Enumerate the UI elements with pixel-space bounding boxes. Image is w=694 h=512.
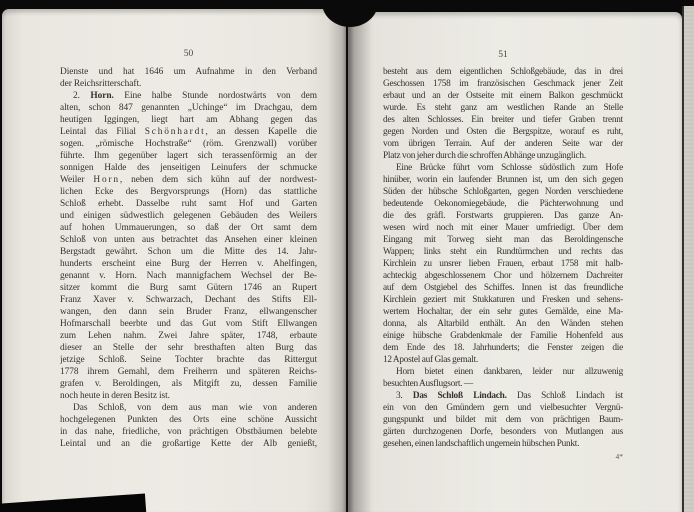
text-line — [60, 414, 317, 426]
text-line — [60, 330, 317, 342]
body-text: gungspunkt und bildet mit dem von prächtigen Baum- — [383, 415, 623, 425]
body-text: Das Schloß, von dem aus man wie von anderen — [73, 403, 317, 413]
body-text: alten, schon 847 genannten „Uchinge“ im Drachgau, dem — [60, 103, 317, 113]
body-text: , an dessen Kapelle die — [205, 127, 317, 137]
body-text: Franz Xaver v. Schwarzach, Dechant des Stifts Ell- — [60, 295, 317, 305]
heading-text: Das Schloß Lindach. — [412, 391, 507, 401]
body-text: wertem Hochaltar, der ein sehr gutes Gemälde, eine Ma- — [383, 307, 623, 317]
text-line — [60, 114, 317, 126]
text-line — [60, 234, 317, 246]
body-text: und einigen südwestlich gelegenen Gebäuden des Weilers — [60, 211, 317, 221]
text-line — [383, 318, 623, 330]
text-line — [383, 330, 623, 342]
body-text: Schloß von unten aus betrachtet das Ansehen einer kleinen — [60, 235, 317, 245]
text-line — [383, 270, 623, 282]
text-line — [383, 282, 623, 294]
body-text: sitzer kommt die Burg samt Gütern 1746 an Rupert — [60, 283, 317, 293]
text-line — [383, 114, 623, 126]
text-line — [60, 366, 317, 378]
body-text: auf dem Ostgiebel des Schiffes. Innen ist das freundliche — [383, 283, 623, 293]
body-text: 12 Apostel auf Glas gemalt. — [383, 355, 478, 365]
text-line — [383, 414, 623, 426]
text-line — [383, 210, 623, 222]
body-text: Platz von jeher durch die schroffen Abhänge unzugänglich. — [383, 151, 586, 161]
body-text: Hofmarschall beerbte und das Gut vom Stift Ellwangen — [60, 319, 317, 329]
book-fore-edge — [682, 6, 694, 512]
body-text: besuchten Ausflugsort. — — [383, 379, 473, 389]
body-text: einige hübsche Grabdenkmale der Familie Hohenfeld aus — [383, 331, 623, 341]
body-text: donna, als Altarbild enthält. An den Wänden stehen — [383, 319, 623, 329]
text-line — [383, 198, 623, 210]
body-text: Dienste und hat 1646 um Aufnahme in den Verband — [60, 67, 317, 77]
body-text: Eine Brücke führt vom Schlosse südöstlich zum Hofe — [396, 163, 623, 173]
text-line — [60, 66, 317, 78]
text-line — [60, 126, 317, 138]
body-text: 2. — [73, 91, 91, 101]
body-text: zum Lehen nahm. Zwei Jahre später, 1748, erbaute — [60, 331, 317, 341]
body-text: dem Ende des 18. Jahrhunderts; die Fenster zeigen die — [383, 343, 623, 353]
body-text: heutigen Iggingen, liegt hart am Abhang gegen das — [60, 115, 317, 125]
body-text: die des gräfl. Forstwarts gruppieren. Das ganze An- — [383, 211, 623, 221]
body-text: Das Schloß Lindach ist — [506, 391, 623, 401]
body-text: genannt v. Horn. Nach mannigfachem Wechsel der Be- — [60, 271, 317, 281]
text-line — [383, 222, 623, 234]
body-text: dieser an Stelle der sehr bresthaften alten Burg das — [60, 343, 317, 353]
body-text: Leintal das Filial — [60, 127, 145, 137]
text-line — [60, 282, 317, 294]
text-line — [383, 294, 623, 306]
body-text: grafen v. Beroldingen, als Mitgift zu, dessen Familie — [60, 379, 317, 389]
text-line — [383, 234, 623, 246]
body-text: noch heute in deren Besitz ist. — [60, 391, 170, 401]
text-line — [60, 78, 317, 90]
text-line — [60, 198, 317, 210]
page-number-right: 51 — [498, 50, 508, 60]
text-line — [383, 342, 623, 354]
text-line — [60, 222, 317, 234]
text-line — [60, 162, 317, 174]
text-block-left — [60, 66, 317, 450]
body-text: ein von den Gmündern gern und vielbesuchter Vergnü- — [383, 403, 623, 413]
text-line — [383, 126, 623, 138]
text-line — [60, 342, 317, 354]
signature-mark: 4* — [615, 452, 623, 461]
body-text: besteht aus dem eigentlichen Schloßgebäude, das in drei — [383, 67, 623, 77]
body-text: achteckig abgeschlossenem Chor und hölzernem Dachreiter — [383, 271, 623, 281]
text-line — [60, 378, 317, 390]
text-line — [383, 174, 623, 186]
body-text: lichen Ecke des Bergvorsprungs (Horn) das stattliche — [60, 187, 317, 197]
body-text: hunderts erscheint eine Burg der Herren v. Ahelfingen, — [60, 259, 317, 269]
text-line — [383, 102, 623, 114]
text-line — [60, 390, 317, 402]
body-text: wesen wird noch mit einer Mauer umfriedigt. Über dem — [383, 223, 623, 233]
body-text: Schönhardt — [144, 127, 206, 137]
text-line — [383, 138, 623, 150]
body-text: gegen Norden und Osten die Bergspitze, worauf es ruht, — [383, 127, 623, 137]
text-line — [60, 138, 317, 150]
body-text: Weiler — [60, 175, 94, 185]
text-line — [60, 258, 317, 270]
text-line — [60, 318, 317, 330]
text-line — [383, 366, 623, 378]
body-text: Süden der hübsche Schloßgarten, gegen Norden verschiedene — [383, 187, 623, 197]
body-text: jetzige Schloß. Seine Tochter brachte das Rittergut — [60, 355, 317, 365]
text-line — [383, 426, 623, 438]
text-line — [383, 66, 623, 78]
text-line — [383, 150, 623, 162]
heading-text: Horn. — [90, 91, 114, 101]
text-line — [60, 306, 317, 318]
body-text: erbaut und an der Ostseite mit einem Balkon geschmückt — [383, 91, 623, 101]
body-text: führte. Ihm gegenüber lagert sich terassenförmig an der — [60, 151, 317, 161]
body-text: Bergstadt gewährt. Schon um die Mitte des 14. Jahr- — [60, 247, 317, 257]
body-text: der Reichsritterschaft. — [60, 79, 142, 89]
body-text: , neben dem sich kühn auf der nordwest- — [119, 175, 317, 185]
text-line — [383, 246, 623, 258]
text-line — [60, 102, 317, 114]
body-text: Leintal und an die großartige Kette der Alb genießt, — [60, 439, 317, 449]
body-text: 3. — [396, 391, 413, 401]
page-number-left: 50 — [183, 49, 194, 59]
body-text: bedeutende Oekonomiegebäude, die Pächterwohnung und — [383, 199, 623, 209]
text-line — [60, 354, 317, 366]
body-text: Horn — [93, 175, 120, 185]
body-text: gärten durchzogenen Dorfe, besonders von Mutlangen aus — [383, 427, 623, 437]
text-line — [383, 162, 623, 174]
body-text: Geschossen 1758 im französischen Geschmack jener Zeit — [383, 79, 623, 89]
text-line — [60, 210, 317, 222]
body-text: 1778 ihrem Gemahl, dem Freiherrn und späteren Reichs- — [60, 367, 317, 377]
text-line — [60, 438, 317, 450]
body-text: Kirchlein geziert mit Stukkaturen und Fresken und sehens- — [383, 295, 623, 305]
text-line — [60, 294, 317, 306]
body-text: auf hohen Ummauerungen, so daß der Ort samt dem — [60, 223, 317, 233]
text-line — [60, 174, 317, 186]
body-text: gesehen, einen landschaftlich ungemein hübschen Punkt. — [383, 439, 580, 449]
body-text: sogen. „römische Hochstraße“ (röm. Grenzwall) vorüber — [60, 139, 317, 149]
body-text: Kirchlein zu unsrer lieben Frauen, erbaut 1758 mit halb- — [383, 259, 623, 269]
body-text: Horn bietet einen dankbaren, leider nur allzuwenig — [396, 367, 623, 377]
body-text: vom übrigen Terrain. Auf der anderen Seite war der — [383, 139, 623, 149]
text-line — [383, 390, 623, 402]
text-line — [383, 306, 623, 318]
text-line — [383, 402, 623, 414]
text-line — [60, 246, 317, 258]
text-line — [383, 78, 623, 90]
body-text: des alten Schlosses. Ein breiter und tiefer Graben trennt — [383, 115, 623, 125]
body-text: Eingang mit Torweg sieht man das Beroldingensche — [383, 235, 623, 245]
text-line — [60, 90, 317, 102]
text-line — [383, 186, 623, 198]
text-line — [383, 378, 623, 390]
text-line — [60, 270, 317, 282]
body-text: wurde. Es steht ganz am westlichen Rande an Stelle — [383, 103, 623, 113]
text-line — [60, 186, 317, 198]
text-line — [60, 150, 317, 162]
body-text: hinüber, worin ein laufender Brunnen ist, um den sich gegen — [383, 175, 623, 185]
text-line — [60, 402, 317, 414]
text-line — [383, 354, 623, 366]
body-text: in das nahe, friedliche, von prächtigen Obstbäumen belebte — [60, 427, 317, 437]
text-line — [383, 258, 623, 270]
body-text: wangen, den dann sein Bruder Franz, ellwangenscher — [60, 307, 317, 317]
text-line — [383, 438, 623, 450]
body-text: Wappen; links steht ein Rundtürmchen und rechts das — [383, 247, 623, 257]
body-text: Schloß erhebt. Dasselbe ruht samt Hof und Garten — [60, 199, 317, 209]
body-text: hochgelegenen Punkten des Orts eine schöne Aussicht — [60, 415, 317, 425]
text-block-right — [383, 66, 623, 450]
body-text: Eine halbe Stunde nordostwärts von dem — [113, 91, 317, 101]
body-text: sonnigen Halde des jenseitigen Leinufers der schmucke — [60, 163, 317, 173]
text-line — [60, 426, 317, 438]
text-line — [383, 90, 623, 102]
